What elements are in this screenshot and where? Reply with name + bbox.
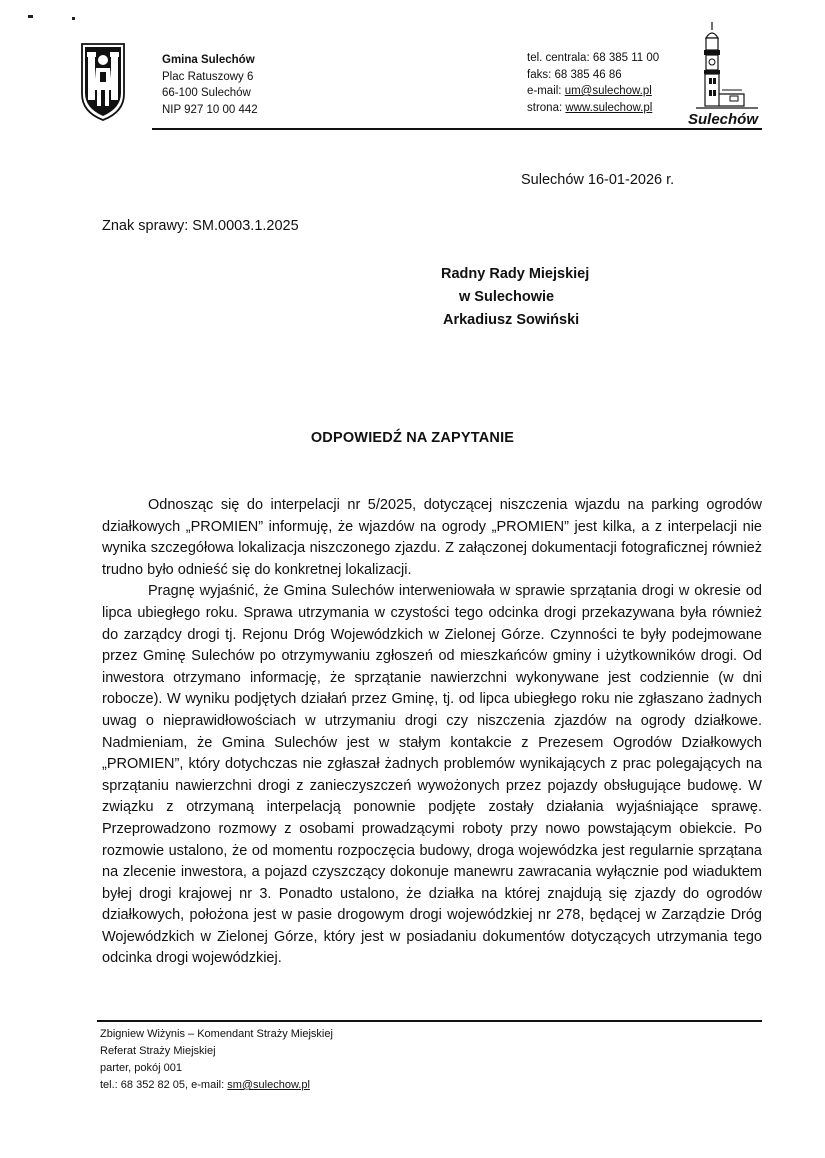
footer-divider (97, 1020, 762, 1022)
recipient-name: Arkadiusz Sowiński (443, 312, 580, 328)
letter-body (102, 495, 762, 970)
contact-fax-label: faks: (527, 68, 555, 81)
footer-phone: 68 352 82 05 (120, 1079, 186, 1091)
footer-email-label: , e-mail: (185, 1079, 228, 1091)
contact-email-label: e-mail: (527, 85, 565, 97)
contact-website-label: strona: (527, 101, 566, 114)
footer-room: parter, pokój 001 (100, 1062, 182, 1074)
contact-email-link[interactable]: um@sulechow.pl (564, 85, 652, 97)
town-tower-icon (682, 20, 762, 130)
recipient-block (441, 263, 589, 332)
contact-email-line (527, 83, 659, 100)
organization-nip: NIP 927 10 00 442 (162, 103, 258, 116)
footer-email-link[interactable]: sm@sulechow.pl (227, 1079, 310, 1091)
contact-website-line (527, 100, 659, 117)
tower-logo-text: Sulechów (688, 111, 760, 128)
contact-website-link[interactable]: www.sulechow.pl (565, 101, 653, 114)
organization-city: 66-100 Sulechów (162, 87, 251, 99)
scan-speck (28, 15, 33, 18)
contact-fax: 68 385 46 86 (554, 68, 622, 81)
recipient-line-1: Radny Rady Miejskiej (441, 266, 590, 282)
organization-contact (527, 50, 659, 116)
contact-fax-line (527, 67, 659, 84)
footer-phone-label: tel.: (100, 1079, 121, 1091)
coat-of-arms-icon (80, 42, 126, 122)
organization-address (162, 52, 258, 118)
organization-street: Plac Ratuszowy 6 (162, 70, 254, 83)
recipient-line-2: w Sulechowie (459, 289, 555, 305)
footer-block (100, 1026, 333, 1094)
footer-department: Referat Straży Miejskiej (100, 1045, 216, 1057)
scan-speck (72, 17, 75, 20)
header-divider (152, 128, 762, 130)
letter-date: Sulechów 16-01-2026 r. (521, 172, 675, 188)
contact-phone-line (527, 50, 659, 67)
contact-phone-label: tel. centrala: (527, 52, 593, 64)
body-paragraph-2: Pragnę wyjaśnić, że Gmina Sulechów interweniowała w sprawie sprzątania drogi w okresie od lipca ubiegłego roku. Sprawa utrzymania w czystości tego odcinka drogi przekazywana była również do zarządcy drogi tj. Rejonu Dróg Wojewódzkich w Zielonej Górze. Czynności te były podejmowane przez Gminę Sulechów po otrzymywaniu zgłoszeń od mieszkańców gminy i użytkowników drogi. Od inwestora otrzymano informację, że sprzątanie nawierzchni wykonywane jest codziennie (w dni robocze). W wyniku podjętych działań przez Gminę, tj. od lipca ubiegłego roku nie zgłaszano żadnych uwag o nieprawidłowościach w utrzymaniu drogi czy niszczenia zjazdów na ogrody działkowe. Nadmieniam, że Gmina Sulechów jest w stałym kontakcie z Prezesem Ogrodów Działkowych „PROMIEN”, który dotychczas nie zgłaszał żadnych problemów wynikających z prac polegających na sprzątaniu nawierzchni drogi z zanieczyszczeń wywożonych przez pojazdy obsługujące budowę. W związku z otrzymaną interpelacją ponownie podjęte zostały działania wyjaśniające sprawę. Przeprowadzono rozmowy z osobami prowadzącymi roboty przy nowo powstającym obiekcie. Po rozmowie ustalono, że od momentu rozpoczęcia budowy, droga wojewódzka jest regularnie sprzątana na zlecenie inwestora, a pojazd czyszczący dokonuje manewru zawracania wyłącznie pod wiaduktem byłej drogi krajowej nr 3. Ponadto ustalono, że działka na której znajdują się zjazdy do ogrodów działkowych, położona jest w pasie drogowym drogi wojewódzkiej nr 278, będącej w Zarządzie Dróg Wojewódzkich w Zielonej Górze, który jest w posiadaniu dokumentów dotyczących utrzymania tego odcinka drogi wojewódzkiej. (102, 583, 762, 967)
contact-phone: 68 385 11 00 (592, 52, 660, 64)
body-paragraph-1: Odnosząc się do interpelacji nr 5/2025, dotyczącej niszczenia wjazdu na parking ogrodów działkowych „PROMIEN” informuję, że wjazdów na ogrody „PROMIEN” jest kilka, a z interpelacji nie wynika szczegółowa lokalizacja niszczonego zjazdu. Z załączonej dokumentacji fotograficznej również trudno było odnieść się do konkretnej lokalizacji. (102, 497, 762, 578)
footer-contact-line (100, 1077, 333, 1094)
organization-name: Gmina Sulechów (162, 54, 255, 66)
footer-author: Zbigniew Wiżynis – Komendant Straży Miejskiej (100, 1028, 333, 1040)
case-number: Znak sprawy: SM.0003.1.2025 (102, 218, 299, 234)
letter-title: ODPOWIEDŹ NA ZAPYTANIE (310, 430, 515, 446)
